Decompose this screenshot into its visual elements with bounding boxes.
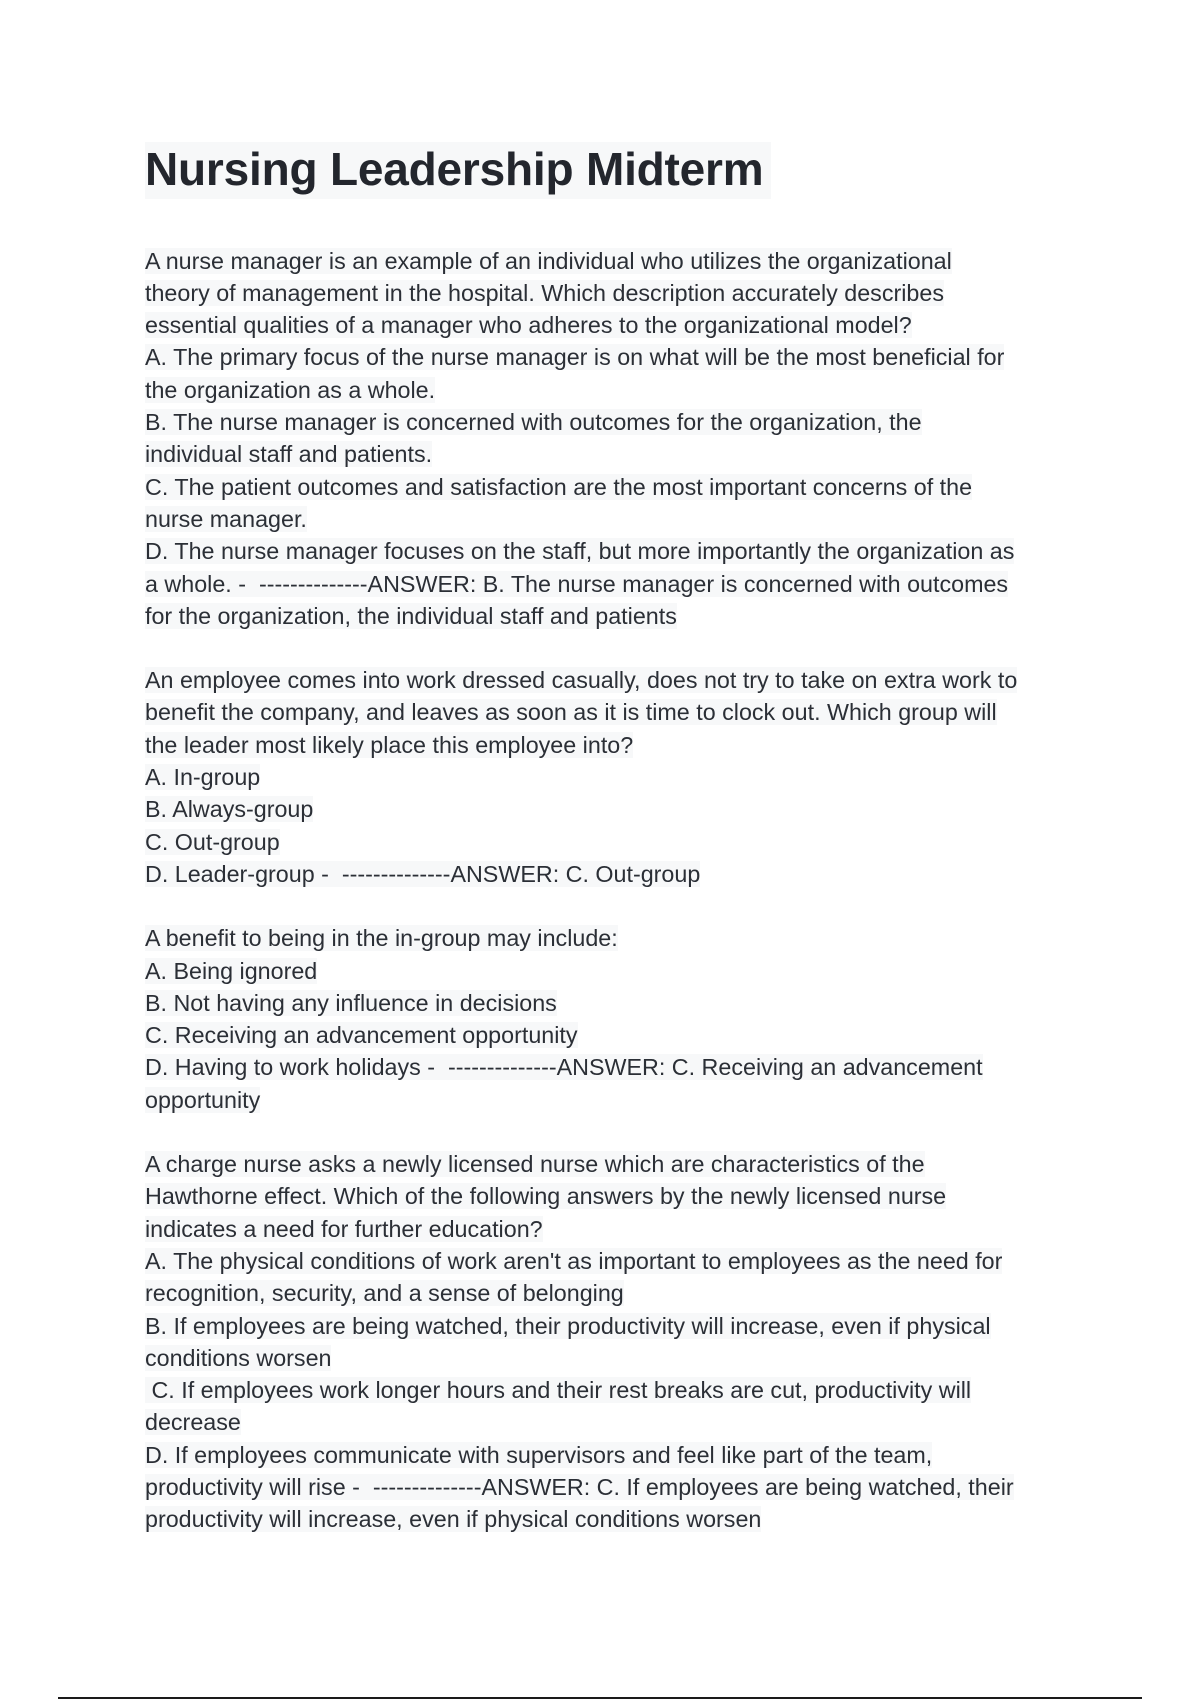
text-line: A charge nurse asks a newly licensed nurse which are characteristics of the <box>145 1151 925 1178</box>
text-line: indicates a need for further education? <box>145 1215 543 1242</box>
text-line: An employee comes into work dressed casually, does not try to take on extra work to <box>145 667 1018 694</box>
text-line: A. In-group <box>145 764 261 791</box>
text-line: conditions worsen <box>145 1344 332 1371</box>
text-line: recognition, security, and a sense of belonging <box>145 1280 624 1307</box>
text-line: Hawthorne effect. Which of the following answers by the newly licensed nurse <box>145 1183 947 1210</box>
text-line: decrease <box>145 1409 241 1436</box>
text-line: theory of management in the hospital. Which description accurately describes <box>145 279 944 306</box>
text-line: C. The patient outcomes and satisfaction are the most important concerns of the <box>145 473 973 500</box>
text-line: for the organization, the individual staff and patients <box>145 602 677 629</box>
text-line: essential qualities of a manager who adheres to the organizational model? <box>145 312 912 339</box>
text-line: A. Being ignored <box>145 957 318 984</box>
text-line: D. If employees communicate with supervisors and feel like part of the team, <box>145 1441 933 1468</box>
document-page <box>145 142 1065 1568</box>
text-line: A nurse manager is an example of an individual who utilizes the organizational <box>145 247 952 274</box>
text-line: B. Not having any influence in decisions <box>145 989 557 1016</box>
text-line: D. Leader-group - --------------ANSWER: C. Out-group <box>145 860 701 887</box>
text-line: productivity will rise - --------------ANSWER: C. If employees are being watched, their <box>145 1473 1014 1500</box>
text-line: A. The physical conditions of work aren't as important to employees as the need for <box>145 1247 1003 1274</box>
text-line: D. The nurse manager focuses on the staff, but more importantly the organization as <box>145 538 1015 565</box>
text-line: opportunity <box>145 1086 261 1113</box>
text-line: B. The nurse manager is concerned with outcomes for the organization, the <box>145 409 922 436</box>
text-line: B. If employees are being watched, their productivity will increase, even if physical <box>145 1312 991 1339</box>
text-line: A benefit to being in the in-group may include: <box>145 925 618 952</box>
page-bottom-divider <box>58 1697 1142 1699</box>
document-title: Nursing Leadership Midterm <box>145 142 771 199</box>
text-line: productivity will increase, even if physical conditions worsen <box>145 1506 762 1533</box>
text-line: C. If employees work longer hours and their rest breaks are cut, productivity will <box>145 1377 972 1404</box>
question-block <box>145 664 1065 890</box>
text-line: A. The primary focus of the nurse manager is on what will be the most beneficial for <box>145 344 1005 371</box>
question-list <box>145 245 1065 1536</box>
text-line: nurse manager. <box>145 505 307 532</box>
text-line: benefit the company, and leaves as soon as it is time to clock out. Which group will <box>145 699 997 726</box>
text-line: a whole. - --------------ANSWER: B. The nurse manager is concerned with outcomes <box>145 570 1009 597</box>
text-line: B. Always-group <box>145 796 314 823</box>
text-line: the organization as a whole. <box>145 376 436 403</box>
question-block <box>145 245 1065 633</box>
text-line: D. Having to work holidays - --------------ANSWER: C. Receiving an advancement <box>145 1054 983 1081</box>
text-line: C. Out-group <box>145 828 280 855</box>
text-line: C. Receiving an advancement opportunity <box>145 1022 578 1049</box>
question-block <box>145 922 1065 1116</box>
text-line: individual staff and patients. <box>145 441 433 468</box>
question-block <box>145 1148 1065 1536</box>
text-line: the leader most likely place this employee into? <box>145 731 634 758</box>
